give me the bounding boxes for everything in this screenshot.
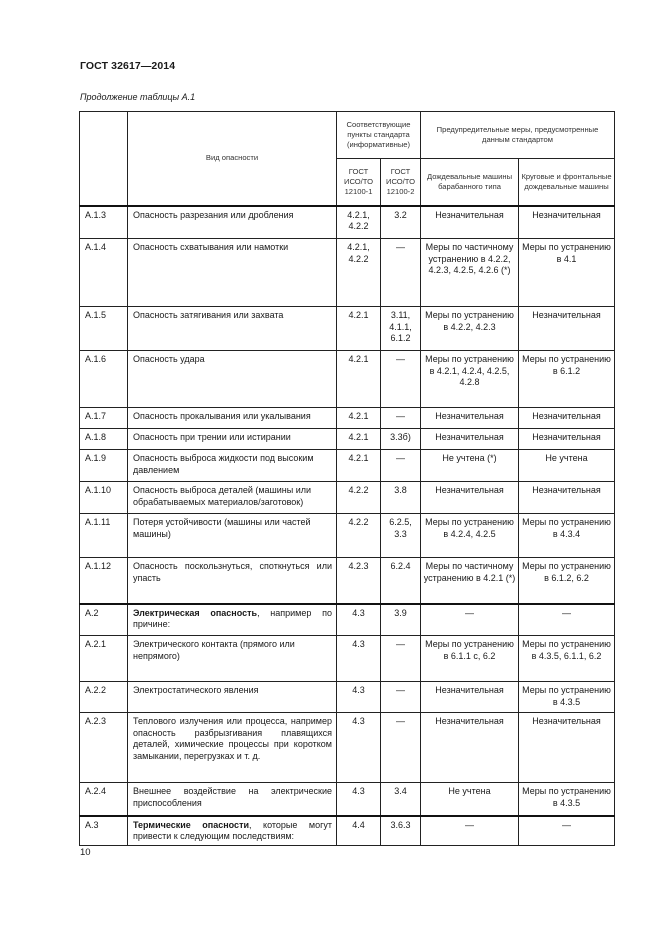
table-row: [80, 307, 615, 351]
row-drum: Не учтена (*): [421, 450, 519, 482]
row-drum: Меры по частичному устранению в 4.2.2, 4.2.3, 4.2.5, 4.2.6 (*): [421, 239, 519, 307]
table-row: [80, 450, 615, 482]
row-code: А.2.2: [80, 682, 128, 713]
row-drum: Незначительная: [421, 682, 519, 713]
row-circular: Незначительная: [519, 307, 615, 351]
row-circular: Меры по устранению в 4.3.4: [519, 514, 615, 558]
row-hazard: Опасность выброса жидкости под высоким давлением: [128, 450, 337, 482]
row-iso2: 3.2: [381, 206, 421, 239]
row-hazard: Опасность прокалывания или укалывания: [128, 408, 337, 429]
row-drum: Незначительная: [421, 206, 519, 239]
row-hazard: [128, 604, 337, 636]
row-hazard-rest: , например по причине:: [133, 607, 333, 630]
row-hazard: Опасность разрезания или дробления: [128, 206, 337, 239]
row-iso2: 3.4: [381, 783, 421, 816]
table-row: [80, 514, 615, 558]
row-drum: Меры по устранению в 4.2.4, 4.2.5: [421, 514, 519, 558]
row-circular: Незначительная: [519, 482, 615, 514]
row-hazard: Внешнее воздействие на электрические приспособления: [128, 783, 337, 816]
row-drum: Незначительная: [421, 408, 519, 429]
row-iso1: 4.2.1, 4.2.2: [337, 206, 381, 239]
row-hazard-rest: , которые могут привести к следующим последствиям:: [133, 819, 332, 842]
row-drum: Меры по устранению в 4.2.1, 4.2.4, 4.2.5, 4.2.8: [421, 351, 519, 408]
row-hazard: Опасность при трении или истирании: [128, 429, 337, 450]
row-code: А.1.6: [80, 351, 128, 408]
row-code: А.1.11: [80, 514, 128, 558]
row-iso2: 3.3б): [381, 429, 421, 450]
row-iso2: 3.9: [381, 604, 421, 636]
row-hazard: Опасность поскользнуться, споткнуться или упасть: [128, 558, 337, 604]
header-clauses: Соответствующие пункты стандарта (информативные): [337, 112, 421, 159]
header-iso-12100-1: ГОСТ ИСО/ТО 12100-1: [337, 159, 381, 206]
row-code: А.2.1: [80, 636, 128, 682]
table-row: [80, 636, 615, 682]
row-iso2: —: [381, 682, 421, 713]
table-row: [80, 682, 615, 713]
table-row: [80, 351, 615, 408]
row-hazard: Потеря устойчивости (машины или частей машины): [128, 514, 337, 558]
row-code: А.1.3: [80, 206, 128, 239]
row-drum: Незначительная: [421, 482, 519, 514]
row-hazard: Теплового излучения или процесса, например опасность разбрызгивания плавящихся деталей, химические процессы при коротком замыкании, перегрузках и т. д.: [128, 713, 337, 783]
row-hazard-bold: Электрическая опасность: [133, 607, 258, 618]
row-iso2: 3.6.3: [381, 816, 421, 846]
row-drum: —: [421, 816, 519, 846]
row-iso2: —: [381, 239, 421, 307]
row-circular: Меры по устранению в 4.1: [519, 239, 615, 307]
row-code: А.1.12: [80, 558, 128, 604]
table-row: [80, 239, 615, 307]
row-iso2: 3.11, 4.1.1, 6.1.2: [381, 307, 421, 351]
row-circular: —: [519, 604, 615, 636]
row-iso1: 4.3: [337, 713, 381, 783]
row-iso1: 4.2.2: [337, 514, 381, 558]
row-iso2: 3.8: [381, 482, 421, 514]
row-iso1: 4.3: [337, 783, 381, 816]
table-row: [80, 604, 615, 636]
header-code-cell: [80, 112, 128, 206]
header-hazard-type: Вид опасности: [128, 112, 337, 206]
row-iso1: 4.2.1: [337, 450, 381, 482]
row-iso1: 4.4: [337, 816, 381, 846]
table-caption: Продолжение таблицы А.1: [80, 92, 196, 102]
row-code: А.2.4: [80, 783, 128, 816]
header-drum-machines: Дождевальные машины барабанного типа: [421, 159, 519, 206]
row-circular: Незначительная: [519, 408, 615, 429]
hazards-table: [79, 111, 615, 846]
row-circular: —: [519, 816, 615, 846]
row-iso1: 4.2.1: [337, 307, 381, 351]
row-drum: Незначительная: [421, 713, 519, 783]
row-hazard: Опасность затягивания или захвата: [128, 307, 337, 351]
row-circular: Меры по устранению в 4.3.5: [519, 682, 615, 713]
row-code: А.1.9: [80, 450, 128, 482]
row-hazard: Опасность схватывания или намотки: [128, 239, 337, 307]
row-iso2: —: [381, 636, 421, 682]
table-row: [80, 558, 615, 604]
table-row: [80, 783, 615, 816]
row-hazard: [128, 816, 337, 846]
row-code: А.2.3: [80, 713, 128, 783]
row-circular: Незначительная: [519, 206, 615, 239]
row-iso2: —: [381, 408, 421, 429]
row-iso2: 6.2.4: [381, 558, 421, 604]
row-iso1: 4.2.3: [337, 558, 381, 604]
row-iso1: 4.2.2: [337, 482, 381, 514]
row-iso1: 4.2.1, 4.2.2: [337, 239, 381, 307]
row-iso2: —: [381, 713, 421, 783]
row-iso2: —: [381, 351, 421, 408]
row-code: А.1.7: [80, 408, 128, 429]
table-row: [80, 713, 615, 783]
document-header: ГОСТ 32617—2014: [80, 60, 176, 72]
row-iso1: 4.2.1: [337, 429, 381, 450]
header-measures: Предупредительные меры, предусмотренные данным стандартом: [421, 112, 615, 159]
row-code: А.1.5: [80, 307, 128, 351]
row-iso2: —: [381, 450, 421, 482]
header-circular-machines: Круговые и фронтальные дождевальные машины: [519, 159, 615, 206]
row-drum: Меры по частичному устранению в 4.2.1 (*): [421, 558, 519, 604]
row-iso2: 6.2.5, 3.3: [381, 514, 421, 558]
row-circular: Меры по устранению в 6.1.2, 6.2: [519, 558, 615, 604]
row-drum: Меры по устранению в 4.2.2, 4.2.3: [421, 307, 519, 351]
page-number: 10: [80, 847, 91, 858]
row-circular: Меры по устранению в 6.1.2: [519, 351, 615, 408]
row-code: А.1.4: [80, 239, 128, 307]
row-hazard: Электростатического явления: [128, 682, 337, 713]
table-row: [80, 816, 615, 846]
row-drum: Не учтена: [421, 783, 519, 816]
row-code: А.2: [80, 604, 128, 636]
row-drum: Незначительная: [421, 429, 519, 450]
row-code: А.3: [80, 816, 128, 846]
row-iso1: 4.3: [337, 604, 381, 636]
row-hazard: Опасность удара: [128, 351, 337, 408]
header-iso-12100-2: ГОСТ ИСО/ТО 12100-2: [381, 159, 421, 206]
table-row: [80, 408, 615, 429]
row-hazard: Электрического контакта (прямого или непрямого): [128, 636, 337, 682]
table-row: [80, 206, 615, 239]
row-circular: Меры по устранению в 4.3.5: [519, 783, 615, 816]
row-code: А.1.10: [80, 482, 128, 514]
row-drum: Меры по устранению в 6.1.1 с, 6.2: [421, 636, 519, 682]
row-iso1: 4.2.1: [337, 351, 381, 408]
row-circular: Не учтена: [519, 450, 615, 482]
row-hazard-bold: Термические опасности: [133, 819, 250, 830]
row-hazard: Опасность выброса деталей (машины или обрабатываемых материалов/заготовок): [128, 482, 337, 514]
row-circular: Незначительная: [519, 429, 615, 450]
row-iso1: 4.2.1: [337, 408, 381, 429]
table-row: [80, 482, 615, 514]
row-circular: Меры по устранению в 4.3.5, 6.1.1, 6.2: [519, 636, 615, 682]
row-circular: Незначительная: [519, 713, 615, 783]
table-row: [80, 429, 615, 450]
row-code: А.1.8: [80, 429, 128, 450]
row-iso1: 4.3: [337, 636, 381, 682]
row-iso1: 4.3: [337, 682, 381, 713]
row-drum: —: [421, 604, 519, 636]
